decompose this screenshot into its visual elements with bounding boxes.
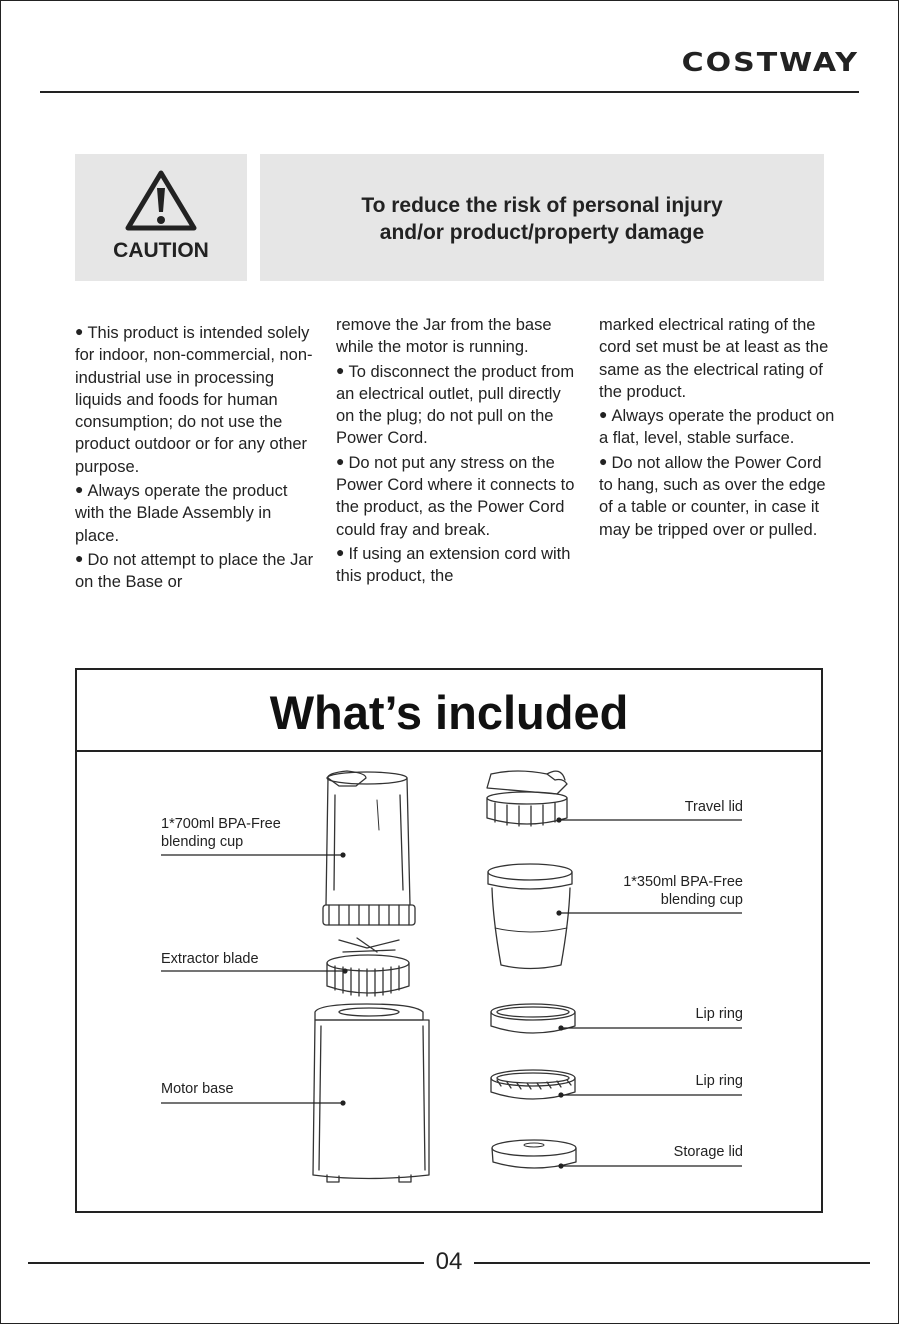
instructions-column-1 [75,320,315,594]
tall-cup-drawing [323,771,415,925]
footer-rule-right [474,1262,870,1264]
label-travel-lid: Travel lid [684,799,743,815]
warning-triangle-icon [125,170,197,232]
instruction-item: ● Always operate the product on a flat, level, stable surface. [599,406,835,448]
brand-logo: COSTWAY [681,48,859,78]
caution-heading-line2: and/or product/property damage [379,220,705,244]
page-number: 04 [435,1248,463,1275]
instruction-item: ● Do not put any stress on the Power Cord where it connects to the product, as the Power Cord could fray and break. [336,452,575,539]
label-storage-lid: Storage lid [673,1144,743,1160]
instruction-item: ● Always operate the product with the Blade Assembly in place. [75,481,288,545]
caution-heading-line1: To reduce the risk of personal injury [361,193,723,217]
instruction-item: ● This product is intended solely for indoor, non-commercial, non-industrial use in processing liquids and foods for human consumption; do not use the product outdoor or for any other purpose. [75,323,313,476]
instruction-item: ● Do not allow the Power Cord to hang, such as over the edge of a table or counter, in case it may be tripped over or pulled. [599,452,826,539]
instruction-item: ● If using an extension cord with this product, the [336,543,571,586]
motor-base-drawing [313,1004,429,1182]
label-lip-ring-2: Lip ring [695,1073,743,1089]
parts-illustration [77,670,821,1211]
label-350ml-cup: 1*350ml BPA-Free blending cup [623,874,743,908]
caution-label: CAUTION [113,239,209,262]
caution-heading [260,154,824,281]
storage-lid-drawing [492,1140,576,1168]
instruction-item: ● To disconnect the product from an electrical outlet, pull directly on the plug; do not pull on the Power Cord. [336,361,575,448]
extractor-blade-drawing [327,938,409,996]
instructions-column-3 [599,314,839,541]
label-lip-ring-1: Lip ring [695,1006,743,1022]
instruction-item: ● Do not attempt to place the Jar on the Base or [75,549,314,592]
travel-lid-drawing [487,771,567,826]
caution-box [75,154,247,281]
label-700ml-cup: 1*700ml BPA-Free blending cup [161,816,281,850]
label-extractor-blade: Extractor blade [161,951,259,967]
instruction-continuation: remove the Jar from the base while the motor is running. [336,316,552,357]
whats-included-box [75,668,823,1213]
short-cup-drawing [488,864,572,969]
instructions-column-2 [336,314,576,588]
footer-rule-left [28,1262,424,1264]
whats-included-title: What’s included [77,670,821,752]
header-rule [40,91,859,93]
instruction-continuation: marked electrical rating of the cord set must be at least as the same as the electrical rating of the product. [599,316,829,401]
label-motor-base: Motor base [161,1081,234,1097]
